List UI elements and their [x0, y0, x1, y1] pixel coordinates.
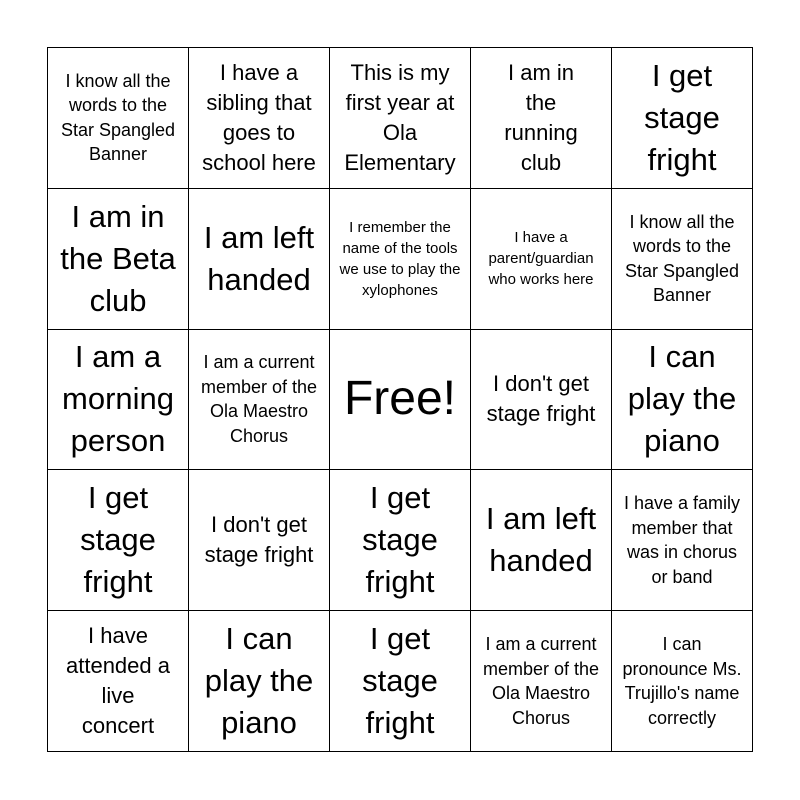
- cell-text: I am left handed: [485, 501, 597, 579]
- bingo-cell-r3c5[interactable]: [612, 330, 753, 471]
- bingo-cell-r5c3[interactable]: [330, 611, 471, 752]
- bingo-cell-r3c4[interactable]: [471, 330, 612, 471]
- bingo-cell-r4c2[interactable]: [189, 470, 330, 611]
- cell-text: I am a current member of the Ola Maestro Chorus: [482, 634, 600, 728]
- cell-text: I have a sibling that goes to school here: [202, 59, 316, 175]
- bingo-cell-r5c1[interactable]: [48, 611, 189, 752]
- bingo-cell-free[interactable]: [330, 330, 471, 471]
- bingo-cell-r2c4[interactable]: [471, 189, 612, 330]
- cell-text: This is my first year at Ola Elementary: [344, 59, 456, 175]
- cell-text: I have attended a live concert: [66, 623, 170, 739]
- cell-text: I get stage fright: [362, 480, 438, 600]
- cell-text: I can play the piano: [627, 339, 737, 459]
- bingo-cell-r1c3[interactable]: [330, 48, 471, 189]
- cell-text: I get stage fright: [362, 621, 438, 741]
- cell-text: I know all the words to the Star Spangled Banner: [624, 211, 740, 306]
- bingo-cell-r3c2[interactable]: [189, 330, 330, 471]
- bingo-cell-r4c1[interactable]: [48, 470, 189, 611]
- bingo-cell-r5c2[interactable]: [189, 611, 330, 752]
- bingo-cell-r2c2[interactable]: [189, 189, 330, 330]
- bingo-cell-r4c3[interactable]: [330, 470, 471, 611]
- bingo-cell-r1c2[interactable]: [189, 48, 330, 189]
- cell-text: I don't get stage fright: [204, 512, 314, 568]
- bingo-cell-r1c4[interactable]: [471, 48, 612, 189]
- cell-text: I am a morning person: [62, 339, 174, 459]
- cell-text: I can pronounce Ms. Trujillo's name correctly: [622, 634, 742, 728]
- free-space-text: Free!: [343, 372, 457, 426]
- cell-text: I get stage fright: [644, 57, 720, 177]
- cell-text: I am in the Beta club: [60, 198, 176, 318]
- cell-text: I get stage fright: [80, 480, 156, 600]
- bingo-cell-r3c1[interactable]: [48, 330, 189, 471]
- bingo-card: [47, 47, 753, 752]
- bingo-cell-r4c5[interactable]: [612, 470, 753, 611]
- bingo-cell-r4c4[interactable]: [471, 470, 612, 611]
- cell-text: I don't get stage fright: [486, 371, 596, 427]
- cell-text: I am left handed: [203, 219, 315, 297]
- cell-text: I am a current member of the Ola Maestro Chorus: [200, 352, 318, 446]
- cell-text: I have a parent/guardian who works here: [488, 229, 594, 289]
- bingo-cell-r5c5[interactable]: [612, 611, 753, 752]
- bingo-cell-r2c1[interactable]: [48, 189, 189, 330]
- bingo-cell-r2c3[interactable]: [330, 189, 471, 330]
- cell-text: I have a family member that was in chorus or band: [623, 493, 741, 587]
- bingo-cell-r1c1[interactable]: [48, 48, 189, 189]
- cell-text: I know all the words to the Star Spangled Banner: [60, 70, 176, 165]
- cell-text: I can play the piano: [204, 621, 314, 741]
- cell-text: I am in the running club: [504, 59, 578, 175]
- cell-text: I remember the name of the tools we use to play the xylophones: [339, 218, 461, 299]
- bingo-cell-r5c4[interactable]: [471, 611, 612, 752]
- bingo-cell-r2c5[interactable]: [612, 189, 753, 330]
- bingo-cell-r1c5[interactable]: [612, 48, 753, 189]
